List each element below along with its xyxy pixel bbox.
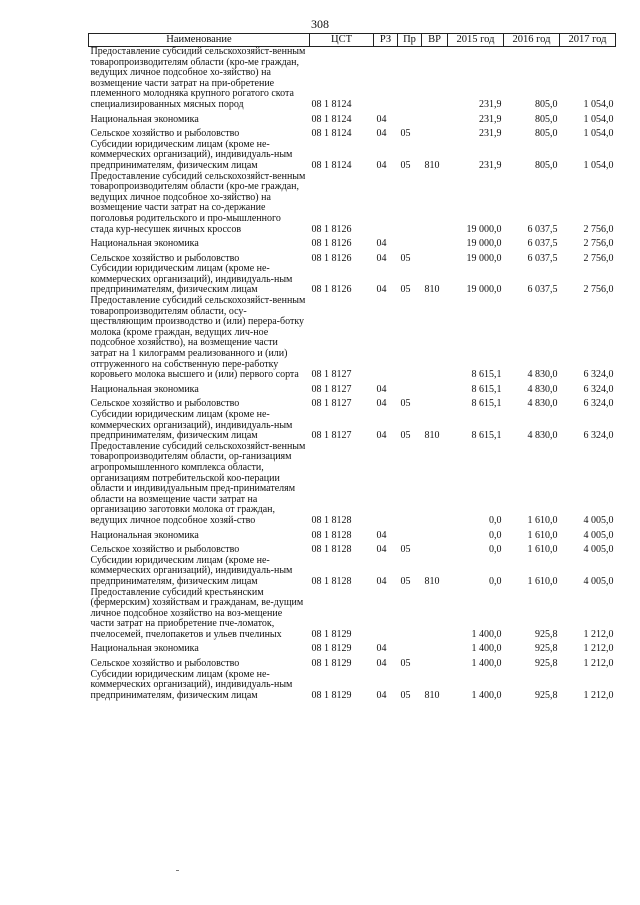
row-rz <box>374 172 398 236</box>
row-rz: 04 <box>376 529 387 541</box>
row-vr <box>422 527 448 542</box>
row-cst: 08 1 8126 <box>311 238 352 250</box>
row-rz: 04 <box>376 398 387 410</box>
row-cst: 08 1 8129 <box>311 628 352 640</box>
row-name: Национальная экономика <box>90 383 199 395</box>
row-rz: 04 <box>376 658 387 670</box>
row-pr <box>398 296 422 381</box>
table-body <box>89 47 616 702</box>
row-rz: 04 <box>376 159 387 171</box>
row-2017: 1 054,0 <box>583 159 614 171</box>
row-2017: 1 212,0 <box>583 628 614 640</box>
header-pr: Пр <box>398 34 422 47</box>
row-name: Национальная экономика <box>90 529 199 541</box>
table-row <box>89 655 616 670</box>
row-rz <box>374 47 398 111</box>
row-rz: 04 <box>376 252 387 264</box>
row-name: Субсидии юридическим лицам (кроме не-коммерческих организаций), индивидуаль-ным предпринимателям, физическим лицам <box>90 409 293 442</box>
row-2016: 4 830,0 <box>527 383 558 395</box>
row-2015: 19 000,0 <box>466 284 502 296</box>
table-row <box>89 235 616 250</box>
row-name: Сельское хозяйство и рыболовство <box>90 544 240 556</box>
row-rz <box>374 296 398 381</box>
row-vr <box>422 541 448 556</box>
row-pr: 05 <box>400 430 411 442</box>
row-vr <box>422 640 448 655</box>
row-rz: 04 <box>376 113 387 125</box>
table-row <box>89 395 616 410</box>
row-2015: 231,9 <box>479 159 502 171</box>
table-row <box>89 410 616 442</box>
row-cst: 08 1 8129 <box>311 658 352 670</box>
row-name: Субсидии юридическим лицам (кроме не-коммерческих организаций), индивидуаль-ным предпринимателям, физическим лицам <box>90 138 293 171</box>
table-row <box>89 670 616 702</box>
row-cst: 08 1 8129 <box>311 643 352 655</box>
row-2016: 805,0 <box>535 159 558 171</box>
row-rz: 04 <box>376 544 387 556</box>
table-row <box>89 527 616 542</box>
header-vr: ВР <box>422 34 448 47</box>
row-pr: 05 <box>400 575 411 587</box>
row-vr <box>422 250 448 265</box>
row-name: Сельское хозяйство и рыболовство <box>90 128 240 140</box>
row-2017: 1 054,0 <box>583 113 614 125</box>
row-name: Предоставление субсидий крестьянским (фермерским) хозяйствам и гражданам, ве-дущим личное подсобное хозяйство на воз-мещение части затрат на приобретение пче-ломаток, пчелосемей, пчелопакетов и ульев пчелиных <box>90 586 304 640</box>
row-2017: 2 756,0 <box>583 284 614 296</box>
row-vr: 810 <box>424 284 440 296</box>
row-2015: 8 615,1 <box>471 398 502 410</box>
row-pr <box>398 172 422 236</box>
row-2016: 6 037,5 <box>527 223 558 235</box>
row-pr: 05 <box>400 284 411 296</box>
row-rz <box>374 588 398 641</box>
row-2015: 1 400,0 <box>471 628 502 640</box>
row-2016: 805,0 <box>535 113 558 125</box>
row-2015: 0,0 <box>489 514 502 526</box>
row-2015: 1 400,0 <box>471 658 502 670</box>
row-pr: 05 <box>400 398 411 410</box>
row-2016: 6 037,5 <box>527 238 558 250</box>
row-vr <box>422 655 448 670</box>
row-2017: 2 756,0 <box>583 223 614 235</box>
row-name: Субсидии юридическим лицам (кроме не-коммерческих организаций), индивидуаль-ным предпринимателям, физическим лицам <box>90 554 293 587</box>
row-2017: 2 756,0 <box>583 238 614 250</box>
row-vr <box>422 442 448 527</box>
row-2017: 1 212,0 <box>583 689 614 701</box>
row-cst: 08 1 8127 <box>311 369 352 381</box>
row-2015: 231,9 <box>479 113 502 125</box>
row-2016: 4 830,0 <box>527 369 558 381</box>
table-row <box>89 556 616 588</box>
row-vr <box>422 111 448 126</box>
row-2017: 1 212,0 <box>583 658 614 670</box>
row-pr: 05 <box>400 159 411 171</box>
row-2015: 8 615,1 <box>471 430 502 442</box>
row-name: Сельское хозяйство и рыболовство <box>90 398 240 410</box>
row-cst: 08 1 8128 <box>311 575 352 587</box>
row-2016: 6 037,5 <box>527 284 558 296</box>
page-number: 308 <box>311 17 329 31</box>
row-vr <box>422 381 448 396</box>
row-cst: 08 1 8127 <box>311 398 352 410</box>
row-pr <box>398 111 422 126</box>
row-2015: 0,0 <box>489 575 502 587</box>
row-2017: 1 054,0 <box>583 98 614 110</box>
header-2017: 2017 год <box>560 34 616 47</box>
table-row <box>89 296 616 381</box>
row-2016: 925,8 <box>535 689 558 701</box>
row-vr <box>422 235 448 250</box>
table-row <box>89 381 616 396</box>
row-2015: 8 615,1 <box>471 383 502 395</box>
row-2017: 6 324,0 <box>583 383 614 395</box>
row-vr <box>422 296 448 381</box>
row-2016: 1 610,0 <box>527 575 558 587</box>
row-pr <box>398 442 422 527</box>
row-vr <box>422 395 448 410</box>
row-2016: 925,8 <box>535 658 558 670</box>
row-cst: 08 1 8128 <box>311 544 352 556</box>
row-2015: 1 400,0 <box>471 643 502 655</box>
row-2016: 4 830,0 <box>527 430 558 442</box>
row-2016: 1 610,0 <box>527 529 558 541</box>
row-cst: 08 1 8124 <box>311 128 352 140</box>
row-cst: 08 1 8126 <box>311 284 352 296</box>
row-2017: 4 005,0 <box>583 514 614 526</box>
row-vr <box>422 172 448 236</box>
row-name: Предоставление субсидий сельскохозяйст-венным товаропроизводителям области, ор-ганизациям агропромышленного комплекса области, организациям потребительской коо-перации области и индивидуальным пред-принимателям области на возмещение части затрат на организацию заготовки молока от граждан, ведущих личное подсобное хозяй-ство <box>90 440 306 526</box>
row-rz <box>374 442 398 527</box>
row-name: Предоставление субсидий сельскохозяйст-венным товаропроизводителям области, осу-ществляющим производство и (или) перера-ботку молока (кроме граждан, ведущих лич-ное подсобное хозяйство), на возмещение части затрат на 1 килограмм реализованного и (или) отгруженного на собственную пере-работку коровьего молока высшего и (или) первого сорта <box>90 295 306 381</box>
row-rz: 04 <box>376 430 387 442</box>
row-pr: 05 <box>400 689 411 701</box>
row-cst: 08 1 8124 <box>311 113 352 125</box>
row-2015: 19 000,0 <box>466 238 502 250</box>
row-2017: 4 005,0 <box>583 529 614 541</box>
table-row <box>89 541 616 556</box>
row-name: Национальная экономика <box>90 643 199 655</box>
row-pr: 05 <box>400 128 411 140</box>
row-cst: 08 1 8124 <box>311 98 352 110</box>
row-vr: 810 <box>424 689 440 701</box>
row-2015: 8 615,1 <box>471 369 502 381</box>
row-2016: 1 610,0 <box>527 514 558 526</box>
row-pr <box>398 527 422 542</box>
row-2015: 0,0 <box>489 529 502 541</box>
row-2016: 925,8 <box>535 643 558 655</box>
row-name: Сельское хозяйство и рыболовство <box>90 658 240 670</box>
row-2017: 1 212,0 <box>583 643 614 655</box>
row-pr <box>398 588 422 641</box>
row-cst: 08 1 8127 <box>311 383 352 395</box>
table-row <box>89 250 616 265</box>
row-cst: 08 1 8128 <box>311 514 352 526</box>
row-pr <box>398 235 422 250</box>
row-pr: 05 <box>400 544 411 556</box>
row-2015: 231,9 <box>479 98 502 110</box>
row-2016: 6 037,5 <box>527 252 558 264</box>
row-rz: 04 <box>376 284 387 296</box>
row-vr: 810 <box>424 159 440 171</box>
row-name: Субсидии юридическим лицам (кроме не-коммерческих организаций), индивидуаль-ным предпринимателям, физическим лицам <box>90 263 293 296</box>
row-cst: 08 1 8128 <box>311 529 352 541</box>
row-name: Субсидии юридическим лицам (кроме не-коммерческих организаций), индивидуаль-ным предпринимателям, физическим лицам <box>90 668 293 701</box>
row-pr: 05 <box>400 252 411 264</box>
row-2016: 805,0 <box>535 128 558 140</box>
row-2017: 6 324,0 <box>583 398 614 410</box>
row-cst: 08 1 8126 <box>311 252 352 264</box>
row-name: Предоставление субсидий сельскохозяйст-венным товаропроизводителям области (кро-ме граждан, ведущих личное подсобное хо-зяйство) на возмещение части затрат на при-обретение племенного молодняка крупного рогатого скота специализированных мясных пород <box>90 46 306 110</box>
row-2017: 4 005,0 <box>583 575 614 587</box>
row-cst: 08 1 8127 <box>311 430 352 442</box>
row-name: Национальная экономика <box>90 238 199 250</box>
budget-table <box>88 33 616 701</box>
table-row <box>89 47 616 111</box>
table-row <box>89 264 616 296</box>
header-name: Наименование <box>89 34 310 47</box>
header-cst: ЦСТ <box>310 34 374 47</box>
header-2015: 2015 год <box>448 34 504 47</box>
row-2016: 925,8 <box>535 628 558 640</box>
table-header-row <box>89 34 616 47</box>
row-rz: 04 <box>376 643 387 655</box>
row-2016: 1 610,0 <box>527 544 558 556</box>
row-pr <box>398 381 422 396</box>
row-rz: 04 <box>376 383 387 395</box>
row-2017: 6 324,0 <box>583 369 614 381</box>
row-vr <box>422 588 448 641</box>
row-cst: 08 1 8126 <box>311 223 352 235</box>
row-2017: 2 756,0 <box>583 252 614 264</box>
row-name: Предоставление субсидий сельскохозяйст-венным товаропроизводителям области (кро-ме граждан, ведущих личное подсобное хо-зяйство) на возмещение части затрат на со-держание поголовья родительского и про-мышленного стада кур-несушек яичных кроссов <box>90 170 306 235</box>
row-cst: 08 1 8129 <box>311 689 352 701</box>
row-2017: 6 324,0 <box>583 430 614 442</box>
table-row <box>89 172 616 236</box>
table-row <box>89 442 616 527</box>
row-vr: 810 <box>424 430 440 442</box>
row-2015: 19 000,0 <box>466 223 502 235</box>
row-2016: 805,0 <box>535 98 558 110</box>
row-vr <box>422 125 448 140</box>
table-row <box>89 640 616 655</box>
row-name: Сельское хозяйство и рыболовство <box>90 252 240 264</box>
table-row <box>89 111 616 126</box>
table-row <box>89 140 616 172</box>
row-cst: 08 1 8124 <box>311 159 352 171</box>
table-row <box>89 125 616 140</box>
row-2015: 0,0 <box>489 544 502 556</box>
row-pr <box>398 640 422 655</box>
header-rz: РЗ <box>374 34 398 47</box>
row-2015: 1 400,0 <box>471 689 502 701</box>
row-name: Национальная экономика <box>90 113 199 125</box>
row-2015: 19 000,0 <box>466 252 502 264</box>
table-row <box>89 588 616 641</box>
row-rz: 04 <box>376 128 387 140</box>
scan-speck <box>176 870 179 871</box>
row-rz: 04 <box>376 575 387 587</box>
row-vr <box>422 47 448 111</box>
row-vr: 810 <box>424 575 440 587</box>
row-rz: 04 <box>376 689 387 701</box>
row-pr <box>398 47 422 111</box>
row-2015: 231,9 <box>479 128 502 140</box>
row-rz: 04 <box>376 238 387 250</box>
row-2016: 4 830,0 <box>527 398 558 410</box>
row-2017: 4 005,0 <box>583 544 614 556</box>
header-2016: 2016 год <box>504 34 560 47</box>
row-pr: 05 <box>400 658 411 670</box>
row-2017: 1 054,0 <box>583 128 614 140</box>
